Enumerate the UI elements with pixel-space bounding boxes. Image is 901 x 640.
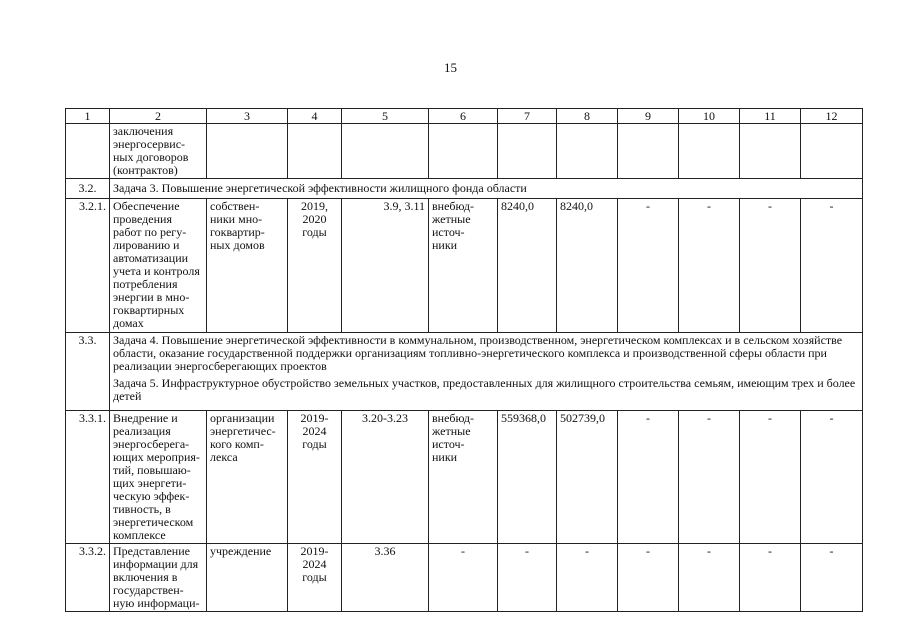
measure-name: заключения энергосервис- ных договоров (контрактов) bbox=[110, 124, 207, 179]
cell-11: - bbox=[740, 411, 801, 544]
cell-9: - bbox=[618, 544, 679, 612]
executor: организации энергетичес- кого комп- лекса bbox=[207, 411, 288, 544]
header-cell: 7 bbox=[498, 109, 557, 124]
row-number: 3.3.2. bbox=[66, 544, 110, 612]
section-row bbox=[66, 179, 863, 199]
link-indicators: 3.36 bbox=[342, 544, 429, 612]
cell-7: - bbox=[498, 544, 557, 612]
cell-8: 502739,0 bbox=[557, 411, 618, 544]
task-4-text: Задача 4. Повышение энергетической эффективности в коммунальном, производственном, энергетическом комплексах и в сельском хозяйстве области, оказание государственной поддержки организациям топливно-энергетического комплекса и производственной сферы области при реализации энергосберегающих проектов bbox=[113, 333, 843, 373]
cell-10: - bbox=[679, 544, 740, 612]
years: 2019- 2024 годы bbox=[288, 411, 342, 544]
program-table bbox=[65, 108, 863, 612]
cell-9: - bbox=[618, 411, 679, 544]
cell-9 bbox=[618, 124, 679, 179]
page-number: 15 bbox=[444, 60, 457, 75]
header-cell: 1 bbox=[66, 109, 110, 124]
cell-10: - bbox=[679, 199, 740, 333]
cell-7: 559368,0 bbox=[498, 411, 557, 544]
cell-12: - bbox=[801, 199, 863, 333]
cell-11: - bbox=[740, 544, 801, 612]
section-title: Задача 3. Повышение энергетической эффективности жилищного фонда области bbox=[110, 179, 863, 199]
cell-10 bbox=[679, 124, 740, 179]
cell-10: - bbox=[679, 411, 740, 544]
header-cell: 2 bbox=[110, 109, 207, 124]
years: 2019, 2020 годы bbox=[288, 199, 342, 333]
cell-11: - bbox=[740, 199, 801, 333]
executor: собствен- ники мно- гоквартир- ных домов bbox=[207, 199, 288, 333]
funding-source: - bbox=[429, 544, 498, 612]
header-cell: 11 bbox=[740, 109, 801, 124]
cell-7 bbox=[498, 124, 557, 179]
table-row bbox=[66, 199, 863, 333]
table-row bbox=[66, 124, 863, 179]
link-indicators: 3.9, 3.11 bbox=[342, 199, 429, 333]
cell-12: - bbox=[801, 544, 863, 612]
section-number: 3.3. bbox=[66, 333, 110, 411]
measure-name: Внедрение и реализация энергосберега- ющих мероприя- тий, повышаю- щих энергети- ческую эффек- тивность, в энергетическом комплексе bbox=[110, 411, 207, 544]
header-cell: 4 bbox=[288, 109, 342, 124]
section-title bbox=[110, 333, 863, 411]
funding-source: внебюд- жетные источ- ники bbox=[429, 199, 498, 333]
header-cell: 3 bbox=[207, 109, 288, 124]
years bbox=[288, 124, 342, 179]
cell-9: - bbox=[618, 199, 679, 333]
measure-name: Обеспечение проведения работ по регу- лированию и автоматизации учета и контроля потребления энергии в мно- гоквартирных домах bbox=[110, 199, 207, 333]
section-row bbox=[66, 333, 863, 411]
cell-7: 8240,0 bbox=[498, 199, 557, 333]
cell-8: - bbox=[557, 544, 618, 612]
header-cell: 5 bbox=[342, 109, 429, 124]
cell-12 bbox=[801, 124, 863, 179]
task-5-text: Задача 5. Инфраструктурное обустройство земельных участков, предоставленных для жилищного строительства семьям, имеющим трех и более детей bbox=[113, 376, 856, 403]
cell-11 bbox=[740, 124, 801, 179]
measure-name: Представление информации для включения в государствен- ную информаци- bbox=[110, 544, 207, 612]
cell-8 bbox=[557, 124, 618, 179]
header-cell: 9 bbox=[618, 109, 679, 124]
executor: учреждение bbox=[207, 544, 288, 612]
link-indicators bbox=[342, 124, 429, 179]
header-cell: 8 bbox=[557, 109, 618, 124]
table-row bbox=[66, 411, 863, 544]
executor bbox=[207, 124, 288, 179]
years: 2019- 2024 годы bbox=[288, 544, 342, 612]
table-row bbox=[66, 544, 863, 612]
row-number: 3.2.1. bbox=[66, 199, 110, 333]
funding-source: внебюд- жетные источ- ники bbox=[429, 411, 498, 544]
cell-12: - bbox=[801, 411, 863, 544]
link-indicators: 3.20-3.23 bbox=[342, 411, 429, 544]
section-number: 3.2. bbox=[66, 179, 110, 199]
funding-source bbox=[429, 124, 498, 179]
row-number bbox=[66, 124, 110, 179]
header-cell: 6 bbox=[429, 109, 498, 124]
header-cell: 10 bbox=[679, 109, 740, 124]
row-number: 3.3.1. bbox=[66, 411, 110, 544]
header-row bbox=[66, 109, 863, 124]
cell-8: 8240,0 bbox=[557, 199, 618, 333]
header-cell: 12 bbox=[801, 109, 863, 124]
